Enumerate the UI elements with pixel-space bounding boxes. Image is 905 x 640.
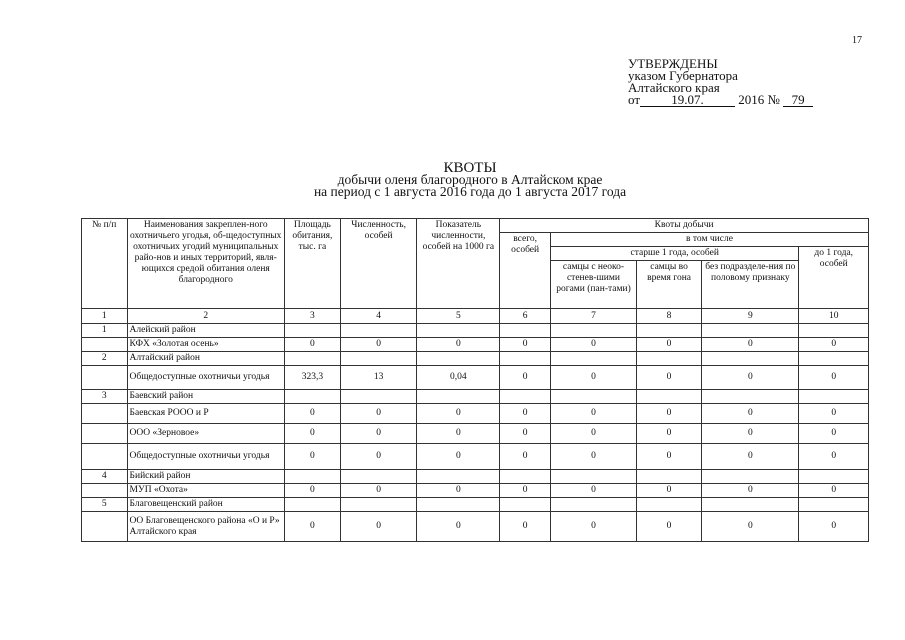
cell-value <box>500 470 551 484</box>
header-under1: до 1 года, особей <box>799 247 869 309</box>
approval-line2: указом Губернатора <box>628 68 738 83</box>
column-number: 2 <box>127 309 284 324</box>
document-title <box>270 162 670 198</box>
cell-value <box>500 352 551 366</box>
row-number <box>82 404 128 424</box>
cell-value: 0 <box>636 338 701 352</box>
cell-value: 0 <box>417 424 500 444</box>
cell-value: 0 <box>284 512 340 542</box>
cell-value: 0 <box>551 484 637 498</box>
cell-value <box>340 352 417 366</box>
row-number: 2 <box>82 352 128 366</box>
cell-value: 0 <box>340 338 417 352</box>
cell-value: 0,04 <box>417 366 500 390</box>
cell-value: 0 <box>702 366 799 390</box>
district-row <box>82 470 869 484</box>
cell-value: 0 <box>702 424 799 444</box>
table-row <box>82 444 869 470</box>
cell-value: 0 <box>284 404 340 424</box>
cell-value: 0 <box>417 512 500 542</box>
table-row <box>82 512 869 542</box>
cell-value: 323,3 <box>284 366 340 390</box>
district-name: Благовещенский район <box>127 498 284 512</box>
cell-value <box>551 390 637 404</box>
column-number: 8 <box>636 309 701 324</box>
cell-value <box>551 324 637 338</box>
cell-value: 0 <box>284 338 340 352</box>
column-number: 1 <box>82 309 128 324</box>
cell-value: 0 <box>702 404 799 424</box>
cell-value: 0 <box>799 512 869 542</box>
cell-value: 0 <box>636 366 701 390</box>
cell-value <box>636 498 701 512</box>
header-count: Численность, особей <box>340 219 417 309</box>
cell-value: 0 <box>799 366 869 390</box>
row-number <box>82 338 128 352</box>
cell-value <box>636 470 701 484</box>
cell-value: 0 <box>702 338 799 352</box>
table-body <box>82 324 869 542</box>
cell-value: 0 <box>500 366 551 390</box>
cell-value: 0 <box>799 338 869 352</box>
cell-value <box>284 324 340 338</box>
district-name: Бийский район <box>127 470 284 484</box>
cell-value <box>417 324 500 338</box>
cell-value: 0 <box>636 424 701 444</box>
column-number: 3 <box>284 309 340 324</box>
cell-value <box>799 324 869 338</box>
cell-value <box>340 390 417 404</box>
cell-value: 0 <box>702 444 799 470</box>
cell-value: 0 <box>500 338 551 352</box>
table-row <box>82 338 869 352</box>
cell-value <box>702 390 799 404</box>
table-row <box>82 424 869 444</box>
district-row <box>82 498 869 512</box>
header-quotas: Квоты добычи <box>500 219 869 233</box>
cell-value <box>702 470 799 484</box>
cell-value: 0 <box>500 484 551 498</box>
cell-value <box>340 324 417 338</box>
cell-value: 0 <box>799 444 869 470</box>
title-line2: добычи оленя благородного в Алтайском крае <box>337 172 603 187</box>
cell-value <box>340 470 417 484</box>
cell-value <box>417 352 500 366</box>
row-number <box>82 424 128 444</box>
cell-value <box>702 498 799 512</box>
row-number: 1 <box>82 324 128 338</box>
cell-value <box>551 470 637 484</box>
hunting-ground-name: ООО «Зерновое» <box>127 424 284 444</box>
cell-value: 0 <box>636 512 701 542</box>
hunting-ground-name: МУП «Охота» <box>127 484 284 498</box>
cell-value: 0 <box>500 512 551 542</box>
cell-value: 0 <box>551 444 637 470</box>
hunting-ground-name: Общедоступные охотничьи угодья <box>127 366 284 390</box>
district-row <box>82 352 869 366</box>
cell-value: 0 <box>340 484 417 498</box>
cell-value <box>551 352 637 366</box>
cell-value <box>417 470 500 484</box>
cell-value: 0 <box>636 484 701 498</box>
cell-value <box>340 498 417 512</box>
cell-value: 0 <box>340 424 417 444</box>
header-total: всего, особей <box>500 233 551 309</box>
row-number: 4 <box>82 470 128 484</box>
cell-value: 0 <box>284 444 340 470</box>
year-label: 2016 № <box>738 92 780 107</box>
cell-value <box>702 352 799 366</box>
cell-value: 0 <box>636 444 701 470</box>
approval-number: 79 <box>783 94 813 107</box>
from-label: от <box>628 92 641 107</box>
cell-value <box>551 498 637 512</box>
cell-value <box>702 324 799 338</box>
quota-table <box>81 218 869 542</box>
cell-value <box>636 390 701 404</box>
row-number: 5 <box>82 498 128 512</box>
header-name: Наименования закреплен-ного охотничьего угодья, об-щедоступных охотничьих угодий муниципальных райо-нов и иных территорий, явля-ющихся средой обитания оленя благородного <box>127 219 284 309</box>
cell-value: 0 <box>551 512 637 542</box>
header-including: в том числе <box>551 233 869 247</box>
cell-value: 0 <box>702 484 799 498</box>
title-line3: на период с 1 августа 2016 года до 1 августа 2017 года <box>313 184 627 199</box>
district-row <box>82 324 869 338</box>
cell-value <box>500 498 551 512</box>
cell-value: 0 <box>417 444 500 470</box>
column-number: 10 <box>799 309 869 324</box>
cell-value <box>799 498 869 512</box>
table-row <box>82 366 869 390</box>
cell-value: 0 <box>551 338 637 352</box>
district-name: Алейский район <box>127 324 284 338</box>
cell-value: 13 <box>340 366 417 390</box>
row-number <box>82 512 128 542</box>
cell-value: 0 <box>340 444 417 470</box>
cell-value: 0 <box>284 424 340 444</box>
cell-value: 0 <box>551 366 637 390</box>
cell-value: 0 <box>340 512 417 542</box>
cell-value: 0 <box>799 424 869 444</box>
row-number: 3 <box>82 390 128 404</box>
title-line1: КВОТЫ <box>443 160 497 176</box>
cell-value: 0 <box>799 404 869 424</box>
column-number: 5 <box>417 309 500 324</box>
cell-value <box>799 390 869 404</box>
header-area: Площадь обитания, тыс. га <box>284 219 340 309</box>
approval-stamp <box>628 58 813 107</box>
hunting-ground-name: Общедоступные охотничьи угодья <box>127 444 284 470</box>
cell-value: 0 <box>551 404 637 424</box>
hunting-ground-name: Баевская РОOO и Р <box>127 404 284 424</box>
page-number: 17 <box>852 35 862 46</box>
cell-value: 0 <box>636 404 701 424</box>
row-number <box>82 484 128 498</box>
cell-value: 0 <box>551 424 637 444</box>
header-older: старше 1 года, особей <box>551 247 799 261</box>
hunting-ground-name: ОО Благовещенского района «О и Р» Алтайского края <box>127 512 284 542</box>
cell-value: 0 <box>340 404 417 424</box>
column-number: 7 <box>551 309 637 324</box>
cell-value <box>284 352 340 366</box>
cell-value: 0 <box>799 484 869 498</box>
header-males-rut: самцы во время гона <box>636 261 701 309</box>
table-row <box>82 404 869 424</box>
approval-date-line <box>628 94 813 107</box>
column-number: 9 <box>702 309 799 324</box>
cell-value: 0 <box>417 484 500 498</box>
district-name: Алтайский район <box>127 352 284 366</box>
approval-date: 19.07. <box>640 94 735 107</box>
header-males-unossified: самцы с неоко-стенев-шими рогами (пан-тами) <box>551 261 637 309</box>
cell-value <box>636 352 701 366</box>
cell-value: 0 <box>417 404 500 424</box>
header-index: Показатель численности, особей на 1000 га <box>417 219 500 309</box>
row-number <box>82 444 128 470</box>
cell-value: 0 <box>702 512 799 542</box>
cell-value <box>500 324 551 338</box>
table-row <box>82 484 869 498</box>
hunting-ground-name: КФХ «Золотая осень» <box>127 338 284 352</box>
cell-value <box>799 352 869 366</box>
column-number: 4 <box>340 309 417 324</box>
cell-value <box>799 470 869 484</box>
cell-value: 0 <box>500 404 551 424</box>
cell-value <box>284 390 340 404</box>
cell-value: 0 <box>500 444 551 470</box>
cell-value: 0 <box>284 484 340 498</box>
header-num: № п/п <box>82 219 128 309</box>
cell-value <box>636 324 701 338</box>
approval-line1: УТВЕРЖДЕНЫ <box>628 56 718 71</box>
column-number-row <box>82 309 869 324</box>
column-number: 6 <box>500 309 551 324</box>
cell-value <box>417 390 500 404</box>
approval-line3: Алтайского края <box>628 80 720 95</box>
cell-value <box>284 498 340 512</box>
district-row <box>82 390 869 404</box>
header-no-sex: без подразделе-ния по половому признаку <box>702 261 799 309</box>
district-name: Баевский район <box>127 390 284 404</box>
row-number <box>82 366 128 390</box>
cell-value <box>500 390 551 404</box>
cell-value <box>284 470 340 484</box>
cell-value <box>417 498 500 512</box>
cell-value: 0 <box>417 338 500 352</box>
cell-value: 0 <box>500 424 551 444</box>
